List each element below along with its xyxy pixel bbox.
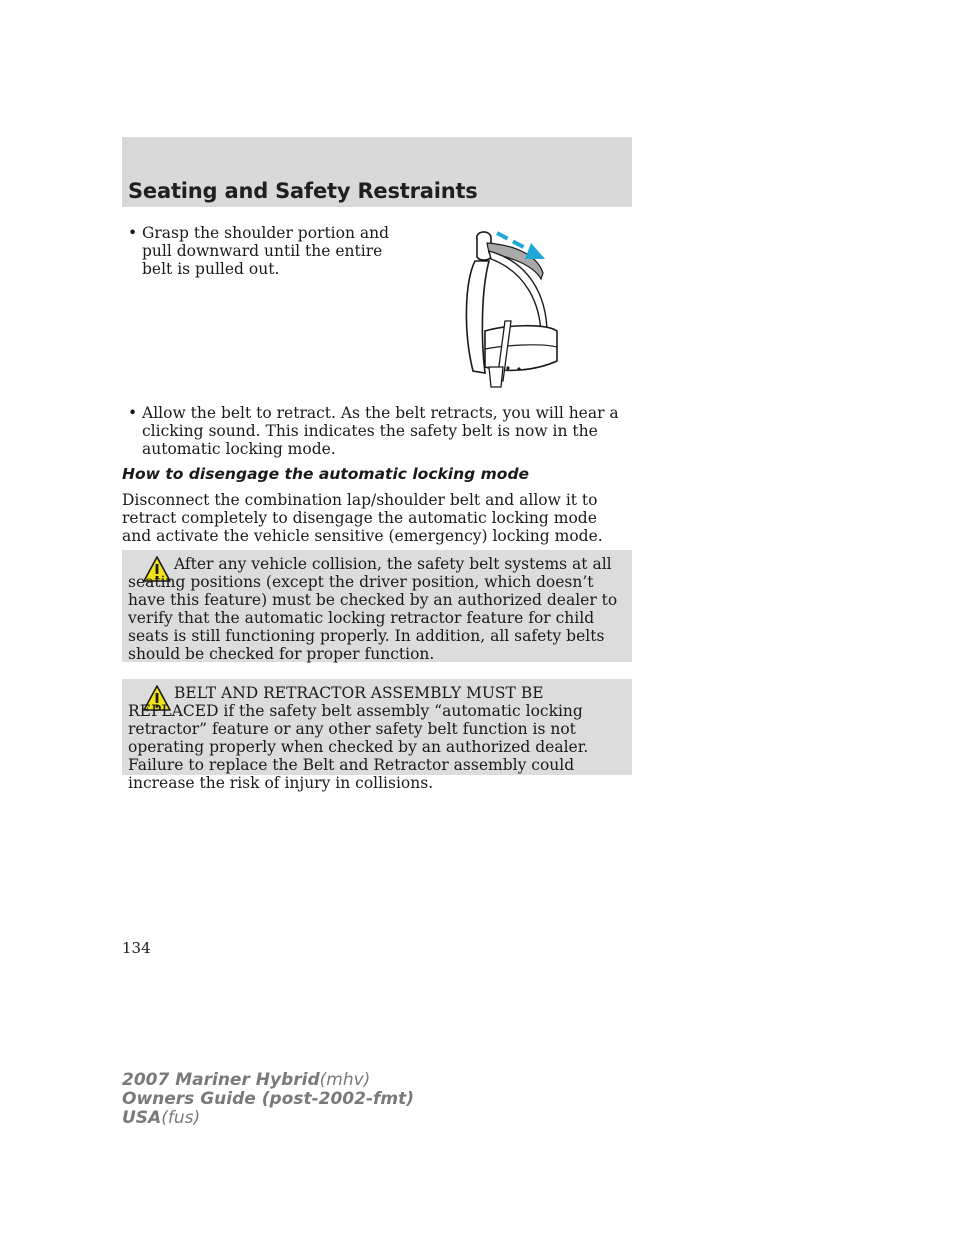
section-title: Seating and Safety Restraints <box>128 179 478 203</box>
footer-guide: Owners Guide (post-2002-fmt) <box>122 1089 415 1109</box>
buckle <box>489 367 503 387</box>
bullet-item-retract <box>122 404 632 460</box>
subsection-heading: How to disengage the automatic locking mode <box>122 465 530 483</box>
bullet-marker: • <box>128 404 138 422</box>
warning-box-replace-assembly <box>122 679 632 792</box>
warning-text: BELT AND RETRACTOR ASSEMBLY MUST BE REPLACED if the safety belt assembly “automatic locking retractor” feature or any other safety belt function is not operating properly when checked by an authorized dealer. Failure to replace the Belt and Retractor assembly could increase the risk of injury in collisions. <box>128 684 589 792</box>
warning-box-collision <box>122 550 632 662</box>
footer-market-code: (fus) <box>161 1108 201 1128</box>
footer-model: 2007 Mariner Hybrid <box>122 1070 320 1090</box>
warning-text: After any vehicle collision, the safety belt systems at all seating positions (except the driver position, which doesn’t have this feature) must be checked by an authorized dealer to verify that the automatic locking retractor feature for child seats is still functioning properly. In addition, all safety belts should be checked for proper function. <box>128 555 618 663</box>
footer-market: USA <box>122 1108 162 1128</box>
pull-direction-arrowhead <box>525 243 545 259</box>
body-paragraph: Disconnect the combination lap/shoulder belt and allow it to retract completely to disengage the automatic locking mode and activate the vehicle sensitive (emergency) locking mode. <box>122 491 603 545</box>
seat-cushion-outline <box>485 326 557 371</box>
bullet-item-grasp <box>122 224 402 280</box>
seat-belt-illustration <box>445 221 565 391</box>
bullet-text: Grasp the shoulder portion and pull downward until the entire belt is pulled out. <box>142 224 390 278</box>
bullet-marker: • <box>128 224 138 242</box>
footer-model-code: (mhv) <box>319 1070 371 1090</box>
document-footer <box>122 1071 414 1128</box>
section-header-band <box>122 137 632 207</box>
bullet-text: Allow the belt to retract. As the belt retracts, you will hear a clicking sound. This indicates the safety belt is now in the automatic locking mode. <box>142 404 619 458</box>
page-number: 134 <box>122 939 151 957</box>
